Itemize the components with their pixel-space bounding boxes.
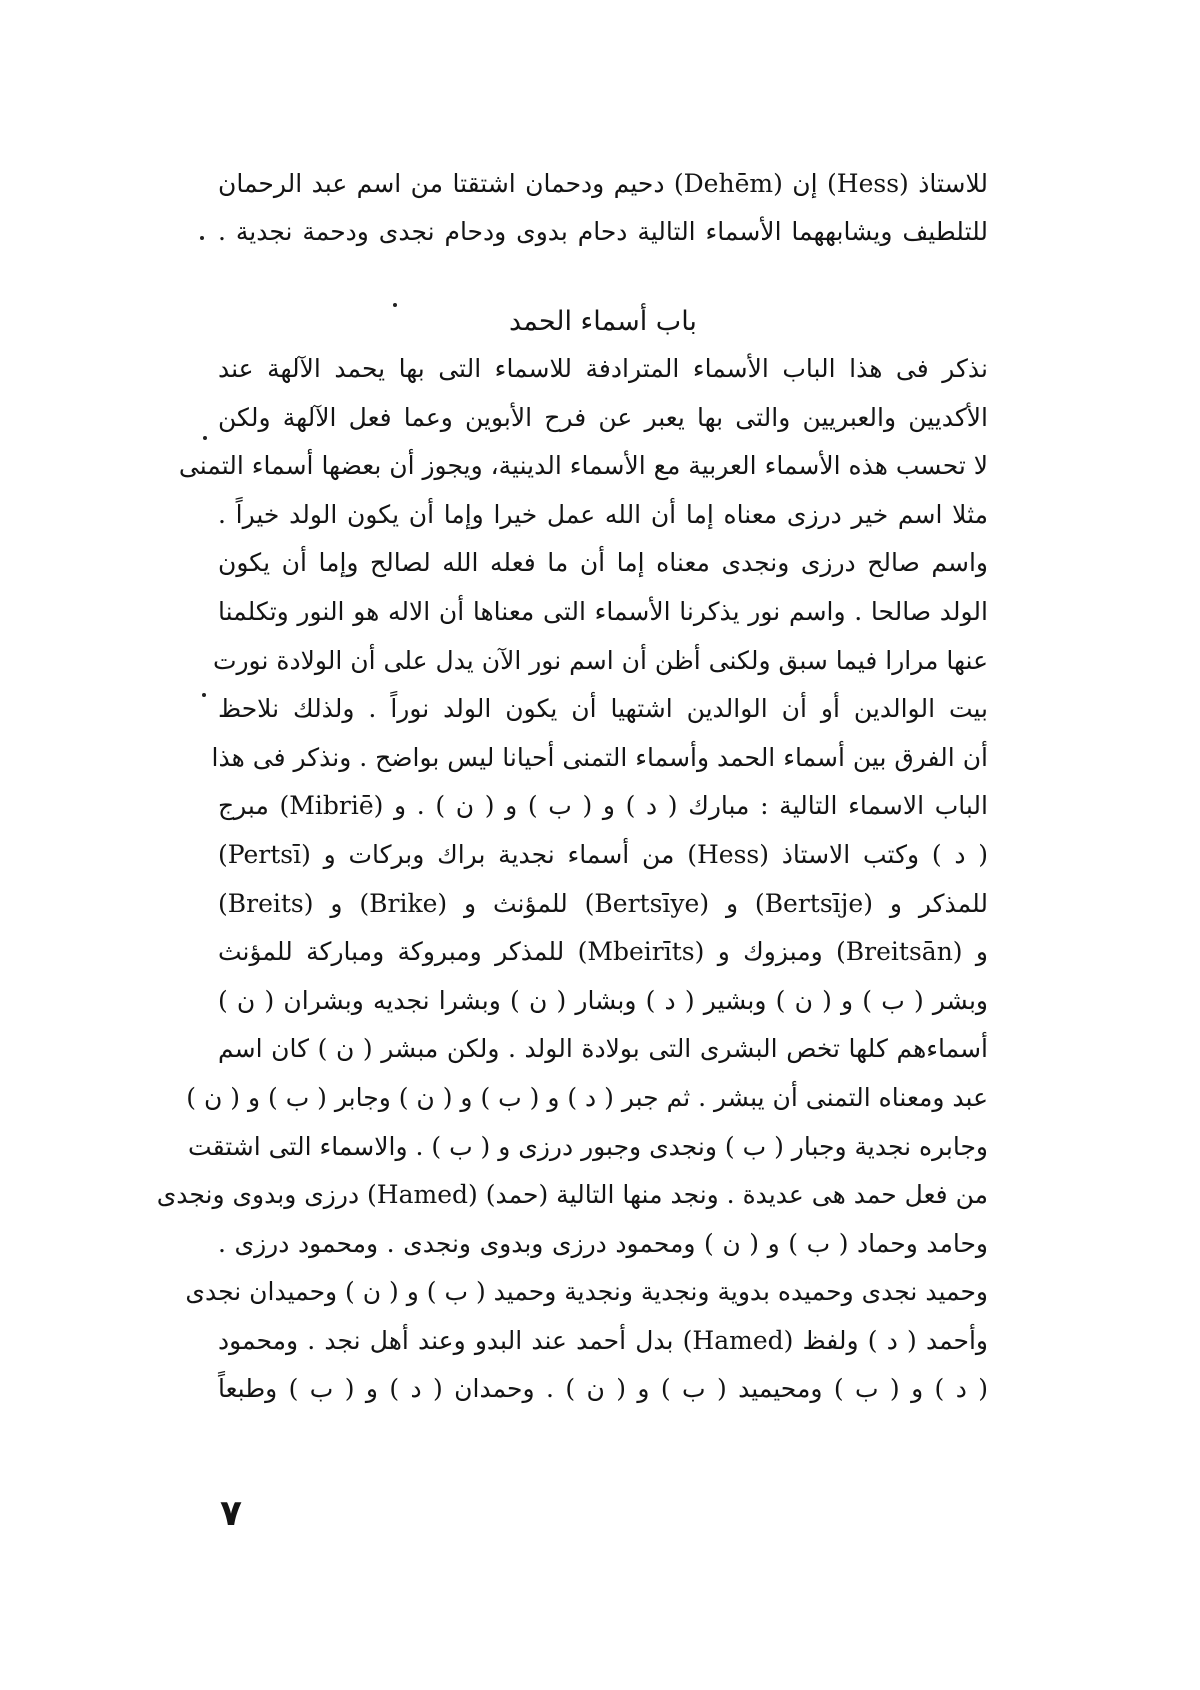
body-line: للمذكر و (Bertsīje) و (Bertsīye) للمؤنث و (Brike) و (Breits) (218, 888, 988, 918)
body-line: وبشر ( ب ) و ( ن ) وبشير ( د ) وبشار ( ن ) وبشرا نجديه وبشران ( ن ) (218, 985, 988, 1015)
intro-line: للتلطيف ويشابههما الأسماء التالية دحام بدوى ودحام نجدى ودحمة نجدية . (218, 217, 988, 246)
body-line: وجابره نجدية وجبار ( ب ) ونجدى وجبور درزى و ( ب ) . والاسماء التى اشتقت (188, 1131, 988, 1161)
body-line: الولد صالحا . واسم نور يذكرنا الأسماء التى معناها أن الاله هو النور وتكلمنا (218, 596, 988, 626)
print-speck (200, 236, 204, 240)
body-line: و (Breitsān) ومبزوك و (Mbeirīts) للمذكر ومبروكة ومباركة للمؤنث (218, 937, 988, 967)
body-line: الباب الاسماء التالية : مبارك ( د ) و ( ب ) و ( ن ) . و (Mibriē) مبرج (218, 791, 988, 821)
print-speck (393, 303, 397, 307)
body-line: الأكديين والعبريين والتى بها يعبر عن فرح الأبوين وعما فعل الآلهة ولكن (218, 402, 988, 432)
section-heading: باب أسماء الحمد (509, 306, 697, 337)
body-line: أن الفرق بين أسماء الحمد وأسماء التمنى أحيانا ليس بواضح . ونذكر فى هذا (211, 742, 988, 772)
body-line: عبد ومعناه التمنى أن يبشر . ثم جبر ( د ) و ( ب ) و ( ن ) وجابر ( ب ) و ( ن ) (186, 1082, 988, 1112)
body-line: مثلا اسم خير درزى معناه إما أن الله عمل خيرا وإما أن يكون الولد خيراً . (218, 499, 988, 529)
print-speck (202, 693, 206, 697)
print-speck (203, 436, 207, 440)
body-line: واسم صالح درزى ونجدى معناه إما أن ما فعله الله لصالح وإما أن يكون (218, 548, 988, 578)
body-line: وأحمد ( د ) ولفظ (Hamed) بدل أحمد عند البدو وعند أهل نجد . ومحمود (218, 1325, 988, 1355)
body-line: وحميد نجدى وحميده بدوية ونجدية ونجدية وحميد ( ب ) و ( ن ) وحميدان نجدى (185, 1277, 988, 1307)
body-line: ( د ) وكتب الاستاذ (Hess) من أسماء نجدية براك وبركات و (Pertsī) (218, 839, 989, 869)
body-line: بيت الوالدين أو أن الوالدين اشتهيا أن يكون الولد نوراً . ولذلك نلاحظ (218, 694, 988, 724)
body-line: ( د ) و ( ب ) ومحيميد ( ب ) و ( ن ) . وحمدان ( د ) و ( ب ) وطبعاً (218, 1374, 988, 1404)
body-line: من فعل حمد هى عديدة . ونجد منها التالية (حمد) (Hamed) درزى وبدوى ونجدى (156, 1180, 988, 1210)
body-line: أسماءهم كلها تخص البشرى التى بولادة الولد . ولكن مبشر ( ن ) كان اسم (218, 1034, 988, 1064)
page-number: ٧ (220, 1493, 242, 1534)
intro-paragraph (218, 160, 988, 256)
body-paragraph (156, 345, 989, 1414)
intro-line: للاستاذ (Hess) إن (Dehēm) دحيم ودحمان اشتقتا من اسم عبد الرحمان (218, 169, 988, 198)
body-line: نذكر فى هذا الباب الأسماء المترادفة للاسماء التى بها يحمد الآلهة عند (218, 354, 988, 383)
body-line: عنها مرارا فيما سبق ولكنى أظن أن اسم نور الآن يدل على أن الولادة نورت (212, 645, 988, 675)
body-line: وحامد وحماد ( ب ) و ( ن ) ومحمود درزى وبدوى ونجدى . ومحمود درزى . (218, 1228, 988, 1258)
body-line: لا تحسب هذه الأسماء العربية مع الأسماء الدينية، ويجوز أن بعضها أسماء التمنى (178, 451, 988, 481)
